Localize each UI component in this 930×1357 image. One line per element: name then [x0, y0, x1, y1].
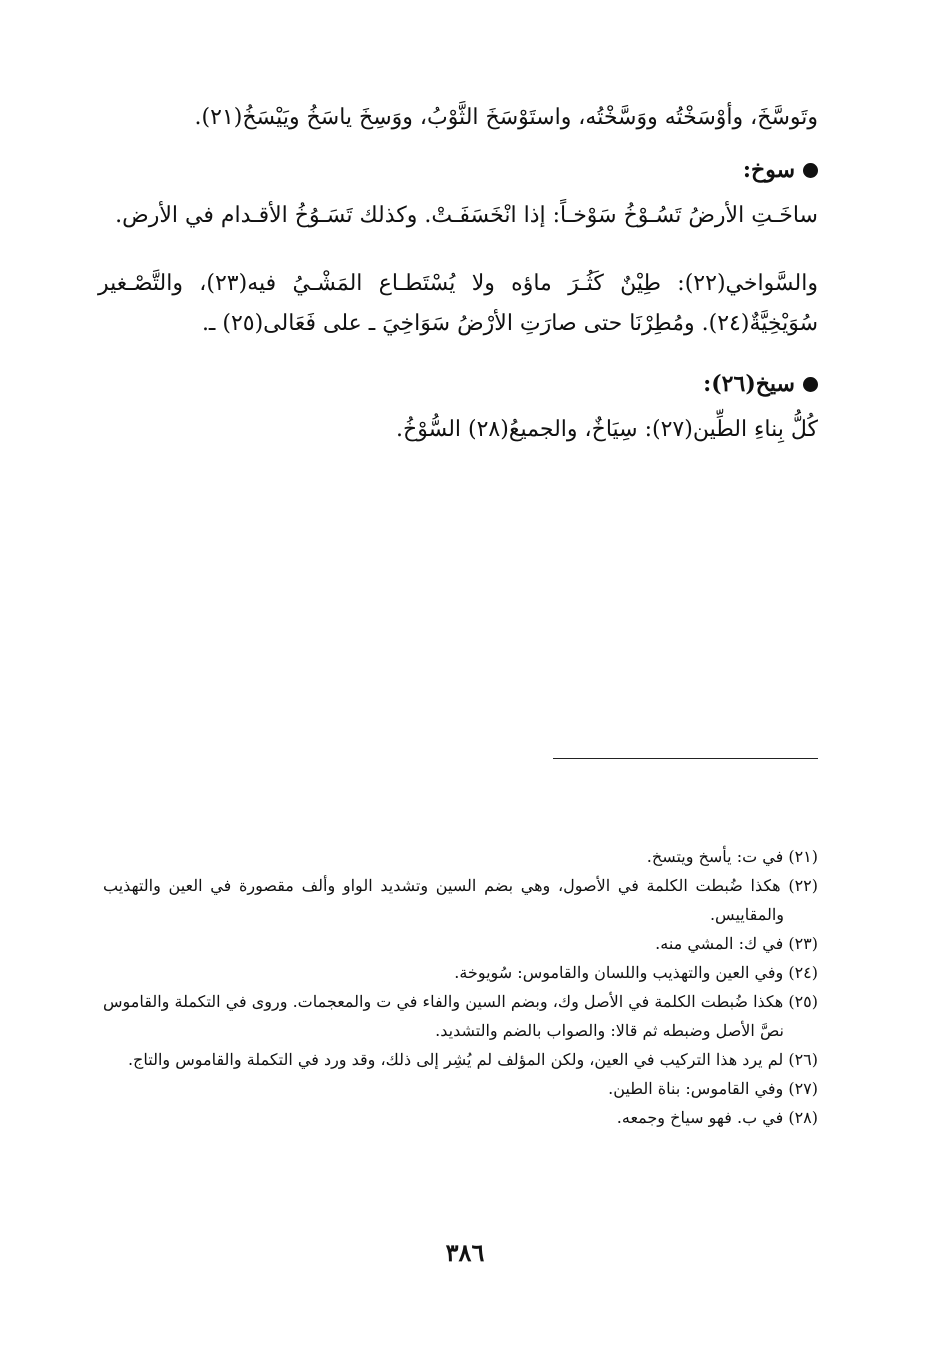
paragraph-saykh: كُلُّ بِناءِ الطِّين(٢٧): سِيَاخٌ، والجميعُ(٢٨) السُّوْخُ. — [396, 417, 818, 442]
footnote-27: (٢٧) وفي القاموس: بناة الطين. — [608, 1079, 818, 1098]
entry-heading-label: سيخ(٢٦): — [703, 371, 795, 397]
entry-heading-sawakh — [98, 150, 818, 190]
footnote-23: (٢٣) في ك: المشي منه. — [655, 934, 818, 953]
footnote-22: (٢٢) هكذا ضُبطت الكلمة في الأصول، وهي بضم السين وتشديد الواو وألف مقصورة في العين والتهذيب والمقاييس. — [103, 876, 819, 924]
footnote-21: (٢١) في ت: يأسخ ويتسخ. — [646, 847, 818, 866]
bullet-icon — [803, 377, 818, 392]
footnote-divider — [553, 758, 818, 759]
page-number: ٣٨٦ — [445, 1238, 485, 1267]
footnote-24: (٢٤) وفي العين والتهذيب واللسان والقاموس: سُويوخة. — [454, 963, 818, 982]
footnote-28: (٢٨) في ب. فهو سياخ وجمعه. — [616, 1108, 818, 1127]
paragraph-wasakh: وتَوسَّخَ، وأوْسَخْتُه ووَسَّخْتُه، واستَوْسَخَ الثَّوْبُ، ووَسِخَ ياسَخُ ويَيْسَخُ(٢١). — [194, 105, 818, 130]
footnote-26: (٢٦) لم يرد هذا التركيب في العين، ولكن المؤلف لم يُشِر إلى ذلك، وقد ورد في التكملة والقاموس والتاج. — [127, 1050, 818, 1069]
main-text — [98, 98, 818, 450]
footnote-25: (٢٥) هكذا ضُبطت الكلمة في الأصل وك، وبضم السين والفاء في ت والمعجمات. وروى في التكملة والقاموس نصَّ الأصل وضبطه ثم قالا: والصواب بالضم والتشديد. — [103, 992, 818, 1040]
entry-heading-saykh — [98, 364, 818, 404]
footnotes — [103, 842, 818, 1132]
paragraph-sawakhi: والسَّواخي(٢٢): طِيْنٌ كَثُـرَ ماؤه ولا يُسْتَطـاع المَشْـيُ فيه(٢٣)، والتَّصْـغير سُوَيْخِيَّةٌ(٢٤). ومُطِرْنَا حتى صارَتِ الأرْضُ سَوَاخِيَ ـ على فَعَالى(٢٥) ـ. — [98, 271, 818, 336]
bullet-icon — [803, 163, 818, 178]
entry-heading-label: سوخ: — [742, 157, 795, 183]
paragraph-sawakh: ساخَـتِ الأرضُ تَسُـوْخُ سَوْخـاً: إذا انْخَسَفَـتْ. وكذلك تَسَـوُخُ الأقـدام في الأرض. — [115, 203, 818, 228]
